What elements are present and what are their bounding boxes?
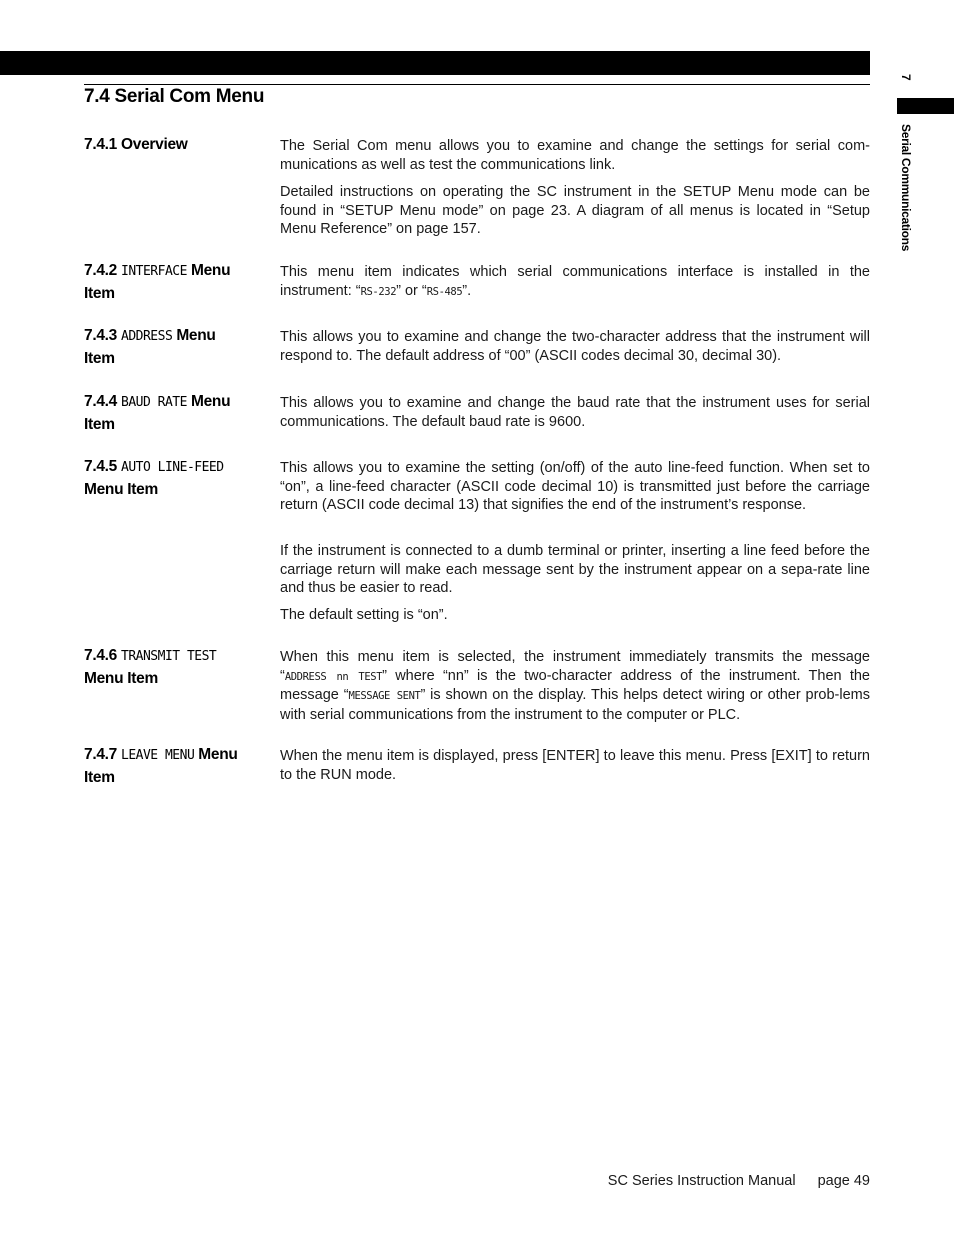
- subsection-title: Menu: [190, 262, 231, 279]
- section-title: 7.4 Serial Com Menu: [84, 86, 265, 107]
- chapter-title: Serial Communications: [899, 124, 913, 252]
- subsection-title-line2: Item: [84, 416, 115, 433]
- subsection-title-line2: Menu Item: [84, 670, 158, 687]
- interface-option-rs485: RS-485: [426, 285, 463, 298]
- subsection-title-line2: Item: [84, 769, 115, 786]
- subsection-title-line2: Item: [84, 285, 115, 302]
- subsection-title: Overview: [121, 136, 188, 153]
- subsection-number: 7.4.3: [84, 327, 117, 344]
- leave-menu-paragraph: When the menu item is displayed, press [ENTER] to leave this menu. Press [EXIT] to return to the RUN mode.: [280, 748, 870, 783]
- chapter-tab: [897, 98, 954, 114]
- subsection-title: Menu: [190, 393, 231, 410]
- transmit-test-paragraph: [280, 648, 870, 725]
- overview-paragraph-2: Detailed instructions on operating the SC instrument in the SETUP Menu mode can be found in “SETUP Menu mode” on page 23. A diagram of all menus is located in “Setup Menu Reference” on page 157.: [280, 184, 870, 238]
- address-paragraph: This allows you to examine and change the two-character address that the instrument will respond to. The default address of “00” (ASCII codes decimal 30, decimal 30).: [280, 329, 870, 364]
- subsection-title-line2: Item: [84, 350, 115, 367]
- subsection-number: 7.4.5: [84, 458, 117, 475]
- subsection-number: 7.4.2: [84, 262, 117, 279]
- interface-option-rs232: RS-232: [360, 285, 397, 298]
- subsection-heading-auto-line-feed: [84, 456, 264, 501]
- auto-line-feed-paragraph-1: This allows you to examine the setting (on/off) of the auto line-feed function. When set to “on”, a line-feed character (ASCII code decimal 10) is transmitted just before the carriage return (ASCII code decimal 13) that signifies the end of the instrument’s response.: [280, 460, 870, 514]
- subsection-heading-transmit-test: [84, 645, 264, 690]
- display-name: TRANSMIT TEST: [121, 649, 217, 664]
- message-address-test: ADDRESS nn TEST: [284, 670, 383, 683]
- subsection-heading-address: [84, 325, 264, 370]
- page-number: page 49: [817, 1173, 870, 1189]
- display-name: AUTO LINE-FEED: [121, 460, 224, 475]
- manual-title: SC Series Instruction Manual: [607, 1173, 796, 1189]
- text-segment: ” where “nn” is the two-character address of the instrument. Then the message “: [280, 667, 870, 704]
- title-rule: [84, 84, 870, 85]
- subsection-heading-leave-menu: [84, 744, 264, 789]
- text-segment: This menu item indicates which serial communications interface is installed in the instrument: “: [280, 264, 870, 299]
- subsection-heading-baud-rate: [84, 391, 264, 436]
- subsection-heading-interface: [84, 260, 264, 305]
- text-segment: ”.: [462, 282, 472, 299]
- text-segment: ” or “: [396, 282, 427, 299]
- display-name: LEAVE MENU: [121, 748, 195, 763]
- display-name: ADDRESS: [121, 329, 173, 344]
- page-footer: [608, 1173, 870, 1189]
- chapter-number: 7: [899, 74, 913, 81]
- subsection-number: 7.4.7: [84, 746, 117, 763]
- overview-paragraph-1: The Serial Com menu allows you to examine and change the settings for serial com-munications as well as test the communications link.: [280, 138, 870, 173]
- baud-rate-paragraph: This allows you to examine and change the baud rate that the instrument uses for serial communications. The default baud rate is 9600.: [280, 395, 870, 430]
- subsection-number: 7.4.1: [84, 136, 117, 153]
- display-name: BAUD RATE: [121, 395, 187, 410]
- auto-line-feed-paragraph-3: The default setting is “on”.: [280, 607, 448, 623]
- subsection-title: Menu: [198, 746, 238, 763]
- display-name: INTERFACE: [121, 264, 187, 279]
- text-segment: ” is shown on the display. This helps detect wiring or other prob-lems with serial communications from the instrument to the computer or PLC.: [280, 687, 870, 724]
- subsection-title-line2: Menu Item: [84, 481, 158, 498]
- subsection-number: 7.4.6: [84, 647, 117, 664]
- interface-paragraph: [280, 263, 870, 301]
- subsection-heading-overview: [84, 134, 264, 156]
- text-segment: When this menu item is selected, the instrument immediately transmits the message “: [280, 649, 870, 684]
- subsection-title: Menu: [176, 327, 216, 344]
- auto-line-feed-paragraph-2: If the instrument is connected to a dumb terminal or printer, inserting a line feed before the carriage return will make each message sent by the instrument appear on a sepa-rate line and thus be easier to read.: [280, 543, 870, 597]
- subsection-number: 7.4.4: [84, 393, 117, 410]
- header-bar: [0, 51, 870, 75]
- message-sent: MESSAGE SENT: [348, 690, 421, 703]
